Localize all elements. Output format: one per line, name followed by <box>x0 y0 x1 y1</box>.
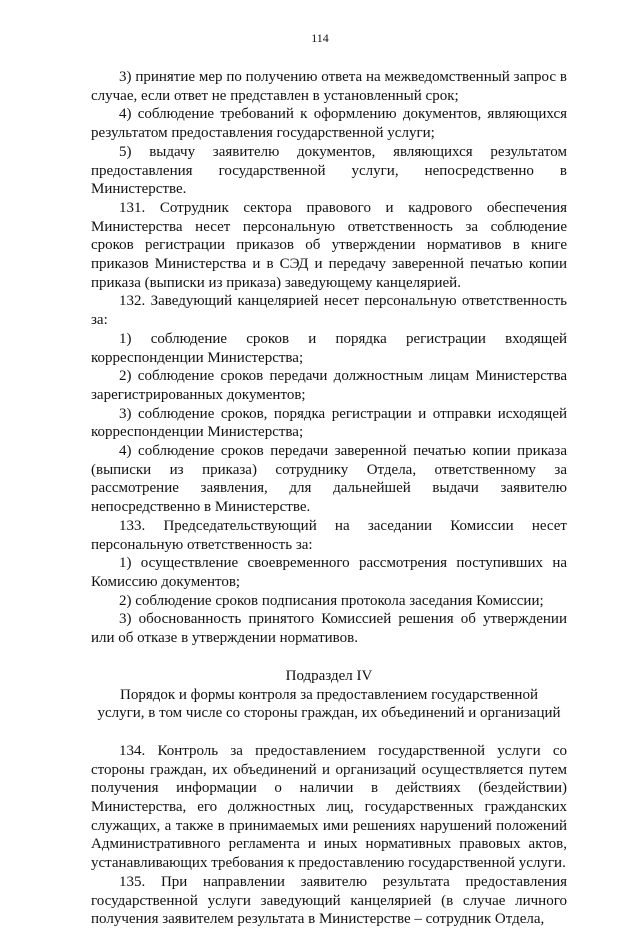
paragraph: 3) принятие мер по получению ответа на межведомственный запрос в случае, если ответ не представлен в установленный срок; <box>91 69 567 104</box>
document-body <box>91 68 567 929</box>
paragraph: 3) соблюдение сроков, порядка регистрации и отправки исходящей корреспонденции Министерства; <box>91 405 567 441</box>
paragraph: 3) обоснованность принятого Комиссией решения об утверждении или об отказе в утверждении нормативов. <box>91 611 567 647</box>
paragraph: 5) выдачу заявителю документов, являющихся результатом предоставления государственной услуги, непосредственно в Министерстве. <box>91 143 567 198</box>
paragraph: 4) соблюдение требований к оформлению документов, являющихся результатом предоставления государственной услуги; <box>91 106 567 142</box>
subsection-number: Подраздел IV <box>285 667 373 684</box>
paragraph: 4) соблюдение сроков передачи заверенной печатью копии приказа (выписки из приказа) сотруднику Отдела, ответственному за рассмотрение заявления, для дальнейшей выдачи заявителю непосредственно в Министерстве. <box>91 443 567 516</box>
paragraph: 2) соблюдение сроков передачи должностным лицам Министерства зарегистрированных документов; <box>91 368 567 403</box>
paragraph: 1) соблюдение сроков и порядка регистрации входящей корреспонденции Министерства; <box>91 330 567 366</box>
paragraph: 131. Сотрудник сектора правового и кадрового обеспечения Министерства несет персональную ответственность за соблюдение сроков регистрации приказов об утверждении нормативов в книге приказов Министерства и в СЭД и передачу заверенной печатью копии приказа (выписки из приказа) заведующему канцелярией. <box>91 199 567 291</box>
page-number: 114 <box>311 31 329 45</box>
paragraph: 134. Контроль за предоставлением государственной услуги со стороны граждан, их объединений и организаций осуществляется путем получения информации о наличии в действиях (бездействии) Министерства, его должностных лиц, государственных гражданских служащих, а также в принимаемых ими решениях нарушений положений Административного регламента и иных нормативных правовых актов, устанавливающих требования к предоставлению государственной услуги. <box>91 742 567 872</box>
paragraph: 132. Заведующий канцелярией несет персональную ответственность за: <box>91 293 567 329</box>
paragraph: 135. При направлении заявителю результата предоставления государственной услуги заведующий канцелярией (в случае личного получения заявителем результата в Министерстве – сотрудник Отдела, <box>91 873 567 928</box>
paragraph: 133. Председательствующий на заседании Комиссии несет персональную ответственность за: <box>91 517 567 553</box>
subsection-title-line-2: услуги, в том числе со стороны граждан, их объединений и организаций <box>97 705 561 722</box>
paragraph: 1) осуществление своевременного рассмотрения поступивших на Комиссию документов; <box>91 555 567 590</box>
paragraph: 2) соблюдение сроков подписания протокола заседания Комиссии; <box>119 592 544 609</box>
spacer <box>91 648 567 667</box>
spacer <box>91 723 567 742</box>
subsection-title-line-1: Порядок и формы контроля за предоставлением государственной <box>120 686 538 703</box>
